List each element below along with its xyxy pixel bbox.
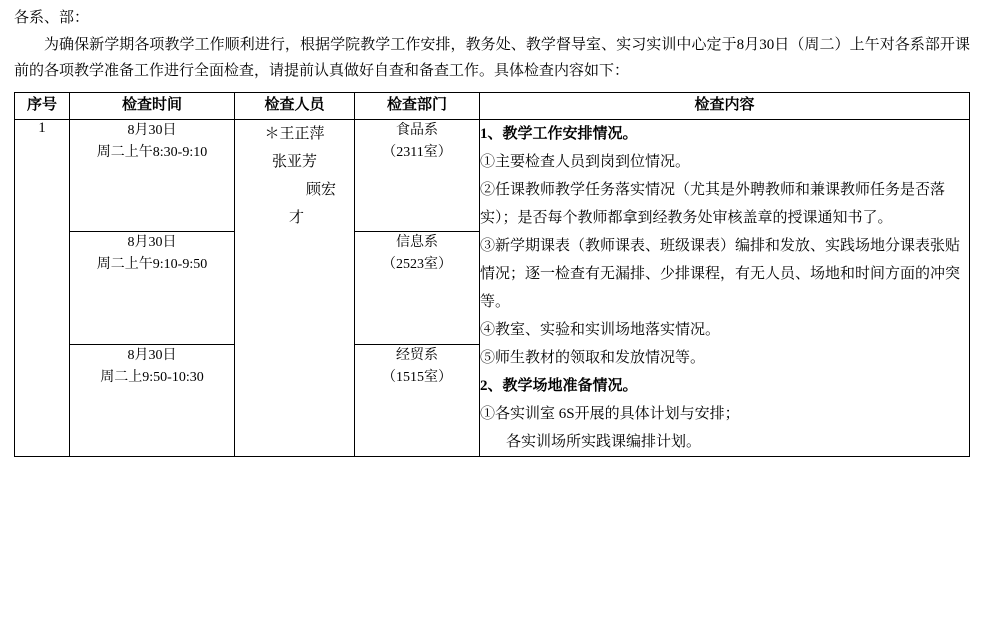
row-number: 1 bbox=[15, 120, 70, 457]
table-header-row bbox=[15, 93, 970, 120]
time-line-1: 8月30日 bbox=[127, 123, 177, 138]
content-cell bbox=[480, 120, 970, 457]
person-cell bbox=[235, 120, 355, 457]
header-dept: 检查部门 bbox=[355, 93, 480, 120]
header-content: 检查内容 bbox=[480, 93, 970, 120]
person-3: 顾宏 bbox=[305, 182, 336, 198]
dept-line-1: 经贸系 bbox=[396, 347, 438, 363]
dept-line-2: （1515室） bbox=[382, 369, 452, 385]
header-person: 检查人员 bbox=[235, 93, 355, 120]
time-line-2: 周二上9:50-10:30 bbox=[100, 369, 204, 385]
time-line-2: 周二上午8:30-9:10 bbox=[96, 145, 208, 160]
time-line-1: 8月30日 bbox=[127, 235, 177, 251]
dept-cell-3 bbox=[355, 344, 480, 456]
header-time: 检查时间 bbox=[70, 93, 235, 120]
content-line-7: 2、教学场地准备情况。 bbox=[480, 378, 638, 394]
content-line-3: ②任课教师教学任务落实情况（尤其是外聘教师和兼课教师任务是否落实）；是否每个教师都拿到经教务处审核盖章的授课通知书了。 bbox=[480, 182, 946, 226]
time-line-2: 周二上午9:10-9:50 bbox=[96, 257, 208, 273]
salutation: 各系、部： bbox=[14, 10, 90, 26]
dept-line-2: （2523室） bbox=[382, 257, 452, 273]
time-cell-3 bbox=[70, 344, 235, 456]
dept-cell-1 bbox=[355, 120, 480, 232]
content-line-8: ①各实训室 6S开展的具体计划与安排； bbox=[480, 406, 740, 422]
time-cell-2 bbox=[70, 232, 235, 344]
content-line-5: ④教室、实验和实训场地落实情况。 bbox=[480, 322, 721, 338]
person-1: ＊王正萍 bbox=[264, 126, 325, 142]
inspection-table bbox=[14, 92, 970, 457]
content-line-6: ⑤师生教材的领取和发放情况等。 bbox=[480, 350, 706, 366]
dept-cell-2 bbox=[355, 232, 480, 344]
intro-paragraph: 为确保新学期各项教学工作顺利进行，根据学院教学工作安排，教务处、教学督导室、实习实训中心定于8月30日（周二）上午对各系部开课前的各项教学准备工作进行全面检查，请提前认真做好自查和备查工作。具体检查内容如下： bbox=[14, 37, 970, 79]
time-cell-1 bbox=[70, 120, 235, 232]
content-line-9: 各实训场所实践课编排计划。 bbox=[506, 434, 702, 450]
content-line-1: 1、教学工作安排情况。 bbox=[480, 126, 638, 142]
time-line-1: 8月30日 bbox=[127, 347, 177, 363]
person-2: 张亚芳 bbox=[271, 154, 317, 170]
table-row bbox=[15, 120, 970, 232]
content-line-2: ①主要检查人员到岗到位情况。 bbox=[480, 154, 691, 170]
dept-line-2: （2311室） bbox=[382, 145, 452, 160]
header-no: 序号 bbox=[15, 93, 70, 120]
dept-line-1: 信息系 bbox=[396, 235, 438, 251]
content-line-4: ③新学期课表（教师课表、班级课表）编排和发放、实践场地分课表张贴情况；逐一检查有无漏排、少排课程，有无人员、场地和时间方面的冲突等。 bbox=[480, 238, 961, 310]
dept-line-1: 食品系 bbox=[396, 123, 438, 138]
person-4: 才 bbox=[288, 210, 304, 226]
